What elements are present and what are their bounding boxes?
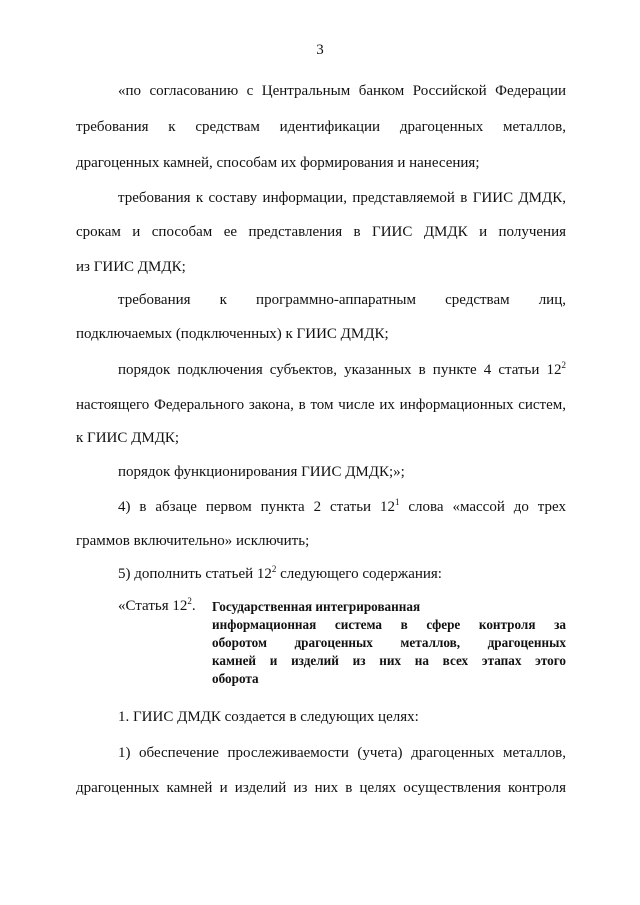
article-title-line: информационная система в сфере контроля за bbox=[212, 617, 566, 632]
superscript: 2 bbox=[271, 564, 277, 574]
text-line: требования к средствам идентификации драгоценных металлов, bbox=[76, 119, 566, 135]
text-line: 5) дополнить статьей $12^2$ следующего содержания: bbox=[118, 564, 442, 582]
text-line: требования к составу информации, представляемой в ГИИС ДМДК, bbox=[118, 190, 566, 206]
text-line: «по согласованию с Центральным банком Российской Федерации bbox=[118, 83, 566, 99]
text-line: к ГИИС ДМДК; bbox=[76, 430, 180, 446]
superscript: 1 bbox=[394, 497, 400, 507]
article-title bbox=[212, 598, 566, 688]
page-number: 3 bbox=[316, 42, 324, 58]
article-title-line: Государственная интегрированная bbox=[212, 599, 421, 614]
text-line: порядок функционирования ГИИС ДМДК;»; bbox=[118, 464, 405, 480]
text-line: 1) обеспечение прослеживаемости (учета) драгоценных металлов, bbox=[118, 745, 566, 761]
text-line: подключаемых (подключенных) к ГИИС ДМДК; bbox=[76, 326, 389, 342]
text-line: граммов включительно» исключить; bbox=[76, 533, 310, 549]
superscript: 2 bbox=[561, 360, 566, 370]
text-line: порядок подключения субъектов, указанных в пункте 4 статьи $12^2$ bbox=[118, 360, 566, 378]
article-title-line: оборота bbox=[212, 671, 259, 686]
text-line: из ГИИС ДМДК; bbox=[76, 259, 186, 275]
article-title-line: оборотом драгоценных металлов, драгоценных bbox=[212, 635, 566, 650]
text-line: настоящего Федерального закона, в том числе их информационных систем, bbox=[76, 397, 566, 413]
text-line: срокам и способам ее представления в ГИИС ДМДК и получения bbox=[76, 224, 566, 240]
text-line: драгоценных камней и изделий из них в целях осуществления контроля bbox=[76, 780, 566, 796]
text-line: требования к программно-аппаратным средствам лиц, bbox=[118, 292, 566, 308]
text-line: 4) в абзаце первом пункта 2 статьи $12^1$ слова «массой до трех bbox=[118, 497, 567, 515]
article-title-line: камней и изделий из них на всех этапах этого bbox=[212, 653, 566, 668]
article-label: «Статья $12^2$. bbox=[118, 596, 196, 614]
text-line: драгоценных камней, способам их формирования и нанесения; bbox=[76, 155, 480, 171]
superscript: 2 bbox=[187, 596, 192, 606]
text-line: 1. ГИИС ДМДК создается в следующих целях: bbox=[118, 709, 419, 725]
